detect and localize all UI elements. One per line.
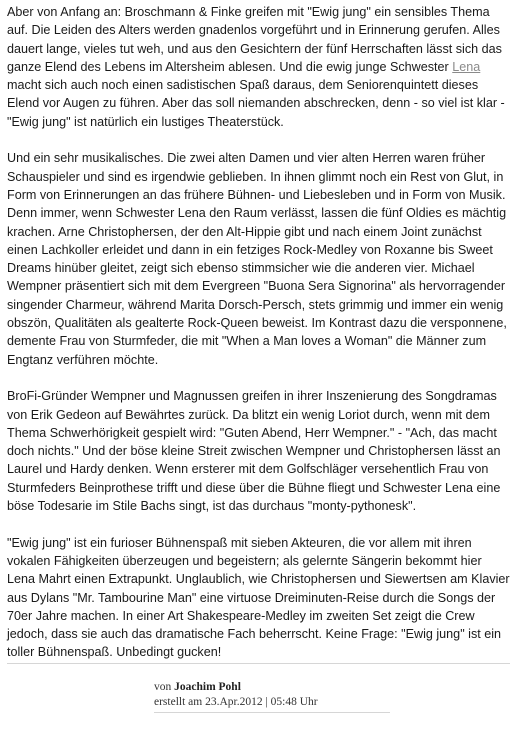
created-time: 05:48 Uhr [270,696,318,708]
paragraph-1 [7,3,513,131]
article-body [7,3,513,680]
author-name: Joachim Pohl [174,681,241,693]
paragraph-3: BroFi-Gründer Wempner und Magnussen greifen in ihrer Inszenierung des Songdramas von Erik Gedeon auf Bewährtes zurück. Da blitzt ein wenig Loriot durch, wenn mit dem Thema Schwerhörigkeit gespielt wird: "Guten Abend, Herr Wempner." - "Ach, das macht doch nichts." Und der böse kleine Streit zwischen Wempner und Christophersen lässt an Laurel und Hardy denken. Wenn ersterer mit dem Golfschläger versehentlich Frau von Sturmfeders Beinprothese trifft und diese über die Bühne fliegt und Schwester Lena eine böse Todesarie im Stile Bachs singt, ist das durchaus "monty-pythonesk". [7,389,501,514]
created-line [154,695,390,710]
meta-separator: | [265,696,268,708]
created-date: 23.Apr.2012 [205,696,263,708]
link-lena[interactable]: Lena [452,59,481,74]
article-meta [154,680,390,713]
paragraph-2: Und ein sehr musikalisches. Die zwei alten Damen und vier alten Herren waren früher Schauspieler und sind es irgendwie geblieben. In ihnen glimmt noch ein Rest von Glut, in Form von Erinnerungen an das frühere Bühnen- und Liebesleben und in Form von Musik. Denn immer, wenn Schwester Lena den Raum verlässt, lassen die fünf Oldies es mächtig krachen. Arne Christophersen, der den Alt-Hippie gibt und nach einem Joint zunächst einen Lachkoller erleidet und dann in ein fetziges Rock-Medley von Roxanne bis Sweet Dreams hinüber gleitet, zeigt sich ebenso stimmsicher wie die anderen vier. Michael Wempner präsentiert sich mit dem Evergreen "Buona Sera Signorina" als hervorragender singender Charmeur, während Marita Dorsch-Persch, stets grimmig und immer ein wenig obszön, Qualitäten als gealterte Rock-Queen beweist. Im Kontrast dazu die versponnene, demente Frau von Sturmfeder, die mit "When a Man loves a Woman" die Männer zum Engtanz verführen möchte. [7,151,507,367]
article-divider [7,663,510,664]
paragraph-1-text-b: macht sich auch noch einen sadistischen Spaß daraus, dem Seniorenquintett dieses Elend vor Augen zu führen. Aber das soll niemanden abschrecken, denn - so viel ist klar - "Ewig jung" ist natürlich ein lustiges Theaterstück. [7,78,505,129]
author-line [154,680,390,695]
created-label: erstellt am [154,696,203,708]
paragraph-4: "Ewig jung" ist ein furioser Bühnenspaß mit sieben Akteuren, die vor allem mit ihren vokalen Fähigkeiten überzeugen und begeistern; als gelernte Sängerin bekommt hier Lena Mahrt einen Extrapunkt. Unglaublich, wie Christophersen und Siewertsen am Klavier aus Dylans "Mr. Tambourine Man" eine virtuose Dreiminuten-Reise durch die Songs der 70er Jahre machen. In einer Art Shakespeare-Medley im zweiten Set zeigt die Crew jedoch, dass sie auch das dramatische Fach beherrscht. Keine Frage: "Ewig jung" ist ein toller Bühnenspaß. Unbedingt gucken! [7,535,510,660]
paragraph-1-text-a: Aber von Anfang an: Broschmann & Finke greifen mit "Ewig jung" ein sensibles Thema auf. Die Leiden des Alters werden gnadenlos vorgeführt und in Erinnerung gerufen. Alles dauert lange, vieles tut weh, und aus den Gesichtern der fünf Herrschaften lässt sich das ganze Elend des Lebens im Altersheim ablesen. Und die ewig junge Schwester [7,5,502,74]
meta-underline [154,712,390,713]
author-prefix: von [154,681,172,693]
